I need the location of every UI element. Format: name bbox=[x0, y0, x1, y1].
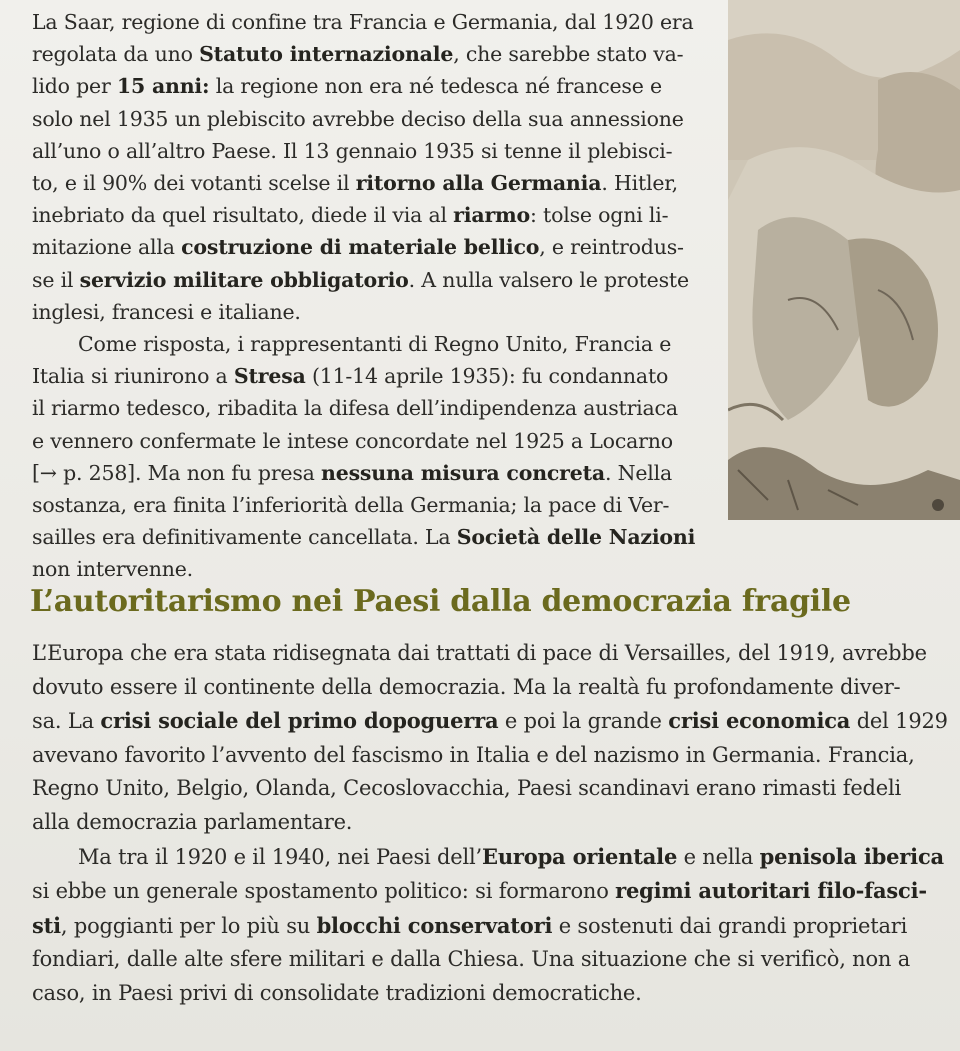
text-line: dovuto essere il continente della democrazia. Ma la realtà fu profondamente diver- bbox=[32, 674, 901, 699]
text-line: il riarmo tedesco, ribadita la difesa dell’indipendenza austriaca bbox=[32, 396, 678, 421]
bold-term: crisi sociale del primo dopoguerra bbox=[100, 708, 499, 734]
bold-term: costruzione di materiale bellico bbox=[181, 235, 540, 260]
text-line: si ebbe un generale spostamento politico: si formarono regimi autoritari filo-fasci- bbox=[32, 878, 927, 904]
text-line: inglesi, francesi e italiane. bbox=[32, 299, 301, 324]
text-line: Italia si riunirono a Stresa (11-14 aprile 1935): fu condannato bbox=[32, 364, 669, 389]
text-line: sti, poggianti per lo più su blocchi conservatori e sostenuti dai grandi proprietari bbox=[32, 912, 908, 938]
text-line: se il servizio militare obbligatorio. A nulla valsero le proteste bbox=[32, 267, 689, 292]
text-line: regolata da uno Statuto internazionale, che sarebbe stato va- bbox=[32, 42, 684, 67]
bold-term: crisi economica bbox=[668, 708, 851, 734]
paragraph-europe-democracy bbox=[32, 637, 948, 840]
text-line: solo nel 1935 un plebiscito avrebbe deciso della sua annessione bbox=[32, 106, 684, 131]
bold-term: Società delle Nazioni bbox=[456, 525, 696, 550]
bold-term: penisola iberica bbox=[759, 843, 944, 869]
text-line: [→ p. 258]. Ma non fu presa nessuna misura concreta. Nella bbox=[32, 460, 673, 485]
text-line: mitazione alla costruzione di materiale bellico, e reintrodus- bbox=[32, 235, 684, 260]
text-line: alla democrazia parlamentare. bbox=[32, 809, 353, 834]
text-line: sa. La crisi sociale del primo dopoguerra e poi la grande crisi economica del 1929 bbox=[32, 708, 948, 734]
paragraph-stresa bbox=[32, 328, 722, 586]
bold-term: Statuto internazionale bbox=[199, 42, 454, 67]
text-line: sostanza, era finita l’inferiorità della Germania; la pace di Ver- bbox=[32, 493, 670, 518]
text-line: Come risposta, i rappresentanti di Regno Unito, Francia e bbox=[78, 332, 672, 357]
text-line: L’Europa che era stata ridisegnata dai trattati di pace di Versailles, del 1919, avrebbe bbox=[32, 641, 927, 665]
text-line: avevano favorito l’avvento del fascismo in Italia e del nazismo in Germania. Francia, bbox=[32, 742, 915, 767]
bold-term: regimi autoritari filo-fasci- bbox=[615, 878, 927, 904]
bold-term: Europa orientale bbox=[482, 843, 678, 869]
text-line: all’uno o all’altro Paese. Il 13 gennaio 1935 si tenne il plebisci- bbox=[32, 138, 673, 163]
paragraph-authoritarian-regimes bbox=[32, 840, 942, 1011]
illustration-drawing bbox=[728, 0, 960, 520]
text-line: Regno Unito, Belgio, Olanda, Cecoslovacchia, Paesi scandinavi erano rimasti fedeli bbox=[32, 776, 902, 801]
text-line: sailles era definitivamente cancellata. La Società delle Nazioni bbox=[32, 525, 696, 550]
text-line: caso, in Paesi privi di consolidate tradizioni democratiche. bbox=[32, 980, 642, 1005]
bold-term: 15 anni: bbox=[116, 74, 210, 99]
historical-illustration bbox=[728, 0, 960, 520]
top-text-column bbox=[32, 6, 722, 586]
bold-term: sti bbox=[32, 912, 61, 938]
text-line: non intervenne. bbox=[32, 557, 193, 582]
text-line: inebriato da quel risultato, diede il via al riarmo: tolse ogni li- bbox=[32, 203, 669, 228]
bold-term: riarmo bbox=[453, 203, 531, 228]
bold-term: Stresa bbox=[233, 364, 306, 389]
section-heading: L’autoritarismo nei Paesi dalla democrazia fragile bbox=[30, 584, 851, 619]
bold-term: nessuna misura concreta bbox=[321, 460, 605, 485]
paragraph-saar bbox=[32, 6, 722, 328]
bold-term: servizio militare obbligatorio bbox=[79, 267, 409, 292]
text-line: Ma tra il 1920 e il 1940, nei Paesi dell’Europa orientale e nella penisola iberica bbox=[78, 843, 944, 869]
text-line: e vennero confermate le intese concordate nel 1925 a Locarno bbox=[32, 428, 673, 453]
text-line: fondiari, dalle alte sfere militari e dalla Chiesa. Una situazione che si verificò, non a bbox=[32, 947, 911, 972]
text-line: lido per 15 anni: la regione non era né tedesca né francese e bbox=[32, 74, 662, 99]
bottom-text-column bbox=[32, 637, 948, 1011]
bold-term: ritorno alla Germania bbox=[355, 171, 602, 196]
bold-term: blocchi conservatori bbox=[316, 912, 553, 938]
text-line: to, e il 90% dei votanti scelse il ritorno alla Germania. Hitler, bbox=[32, 171, 678, 196]
text-line: La Saar, regione di confine tra Francia e Germania, dal 1920 era bbox=[32, 10, 694, 34]
